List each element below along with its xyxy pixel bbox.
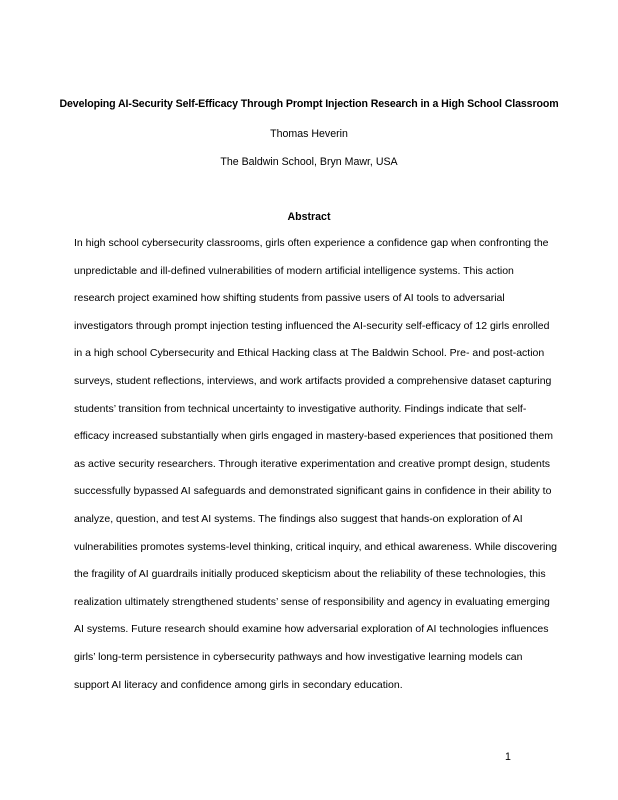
abstract-line: AI systems. Future research should examine how adversarial exploration of AI technologies influences bbox=[74, 623, 549, 636]
abstract-line: In high school cybersecurity classrooms, girls often experience a confidence gap when confronting the bbox=[74, 237, 549, 249]
abstract-line: the fragility of AI guardrails initially produced skepticism about the reliability of these technologies, this bbox=[74, 568, 546, 581]
abstract-line: investigators through prompt injection testing influenced the AI-security self-efficacy of 12 girls enrolled bbox=[74, 319, 550, 332]
abstract-line: as active security researchers. Through iterative experimentation and creative prompt design, students bbox=[74, 457, 551, 470]
abstract-line: vulnerabilities promotes systems-level thinking, critical inquiry, and ethical awareness. While discovering bbox=[74, 540, 558, 553]
abstract-line: in a high school Cybersecurity and Ethical Hacking class at The Baldwin School. Pre- and post-action bbox=[74, 347, 545, 360]
abstract-line: students’ transition from technical uncertainty to investigative authority. Findings indicate that self- bbox=[74, 402, 527, 415]
abstract-body bbox=[74, 236, 558, 705]
abstract-line: surveys, student reflections, interviews, and work artifacts provided a comprehensive dataset capturing bbox=[74, 374, 552, 387]
abstract-line: girls’ long-term persistence in cybersecurity pathways and how investigative learning models can bbox=[74, 650, 523, 663]
paper-title: Developing AI-Security Self-Efficacy Through Prompt Injection Research in a High School Classroom bbox=[59, 98, 559, 110]
author-name: Thomas Heverin bbox=[270, 128, 348, 140]
page-number: 1 bbox=[505, 751, 511, 763]
abstract-line: unpredictable and ill-defined vulnerabilities of modern artificial intelligence systems. This action bbox=[74, 264, 514, 277]
author-affiliation: The Baldwin School, Bryn Mawr, USA bbox=[220, 156, 398, 168]
abstract-line: efficacy increased substantially when girls engaged in mastery-based experiences that positioned them bbox=[74, 430, 553, 443]
abstract-line: research project examined how shifting students from passive users of AI tools to adversarial bbox=[74, 292, 505, 305]
abstract-line: successfully bypassed AI safeguards and demonstrated significant gains in confidence in their ability to bbox=[74, 485, 552, 498]
abstract-line: analyze, question, and test AI systems. The findings also suggest that hands-on exploration of AI bbox=[74, 512, 523, 525]
abstract-line: support AI literacy and confidence among girls in secondary education. bbox=[74, 678, 403, 691]
abstract-line: realization ultimately strengthened students’ sense of responsibility and agency in evaluating emerging bbox=[74, 595, 550, 608]
abstract-heading: Abstract bbox=[287, 211, 331, 223]
